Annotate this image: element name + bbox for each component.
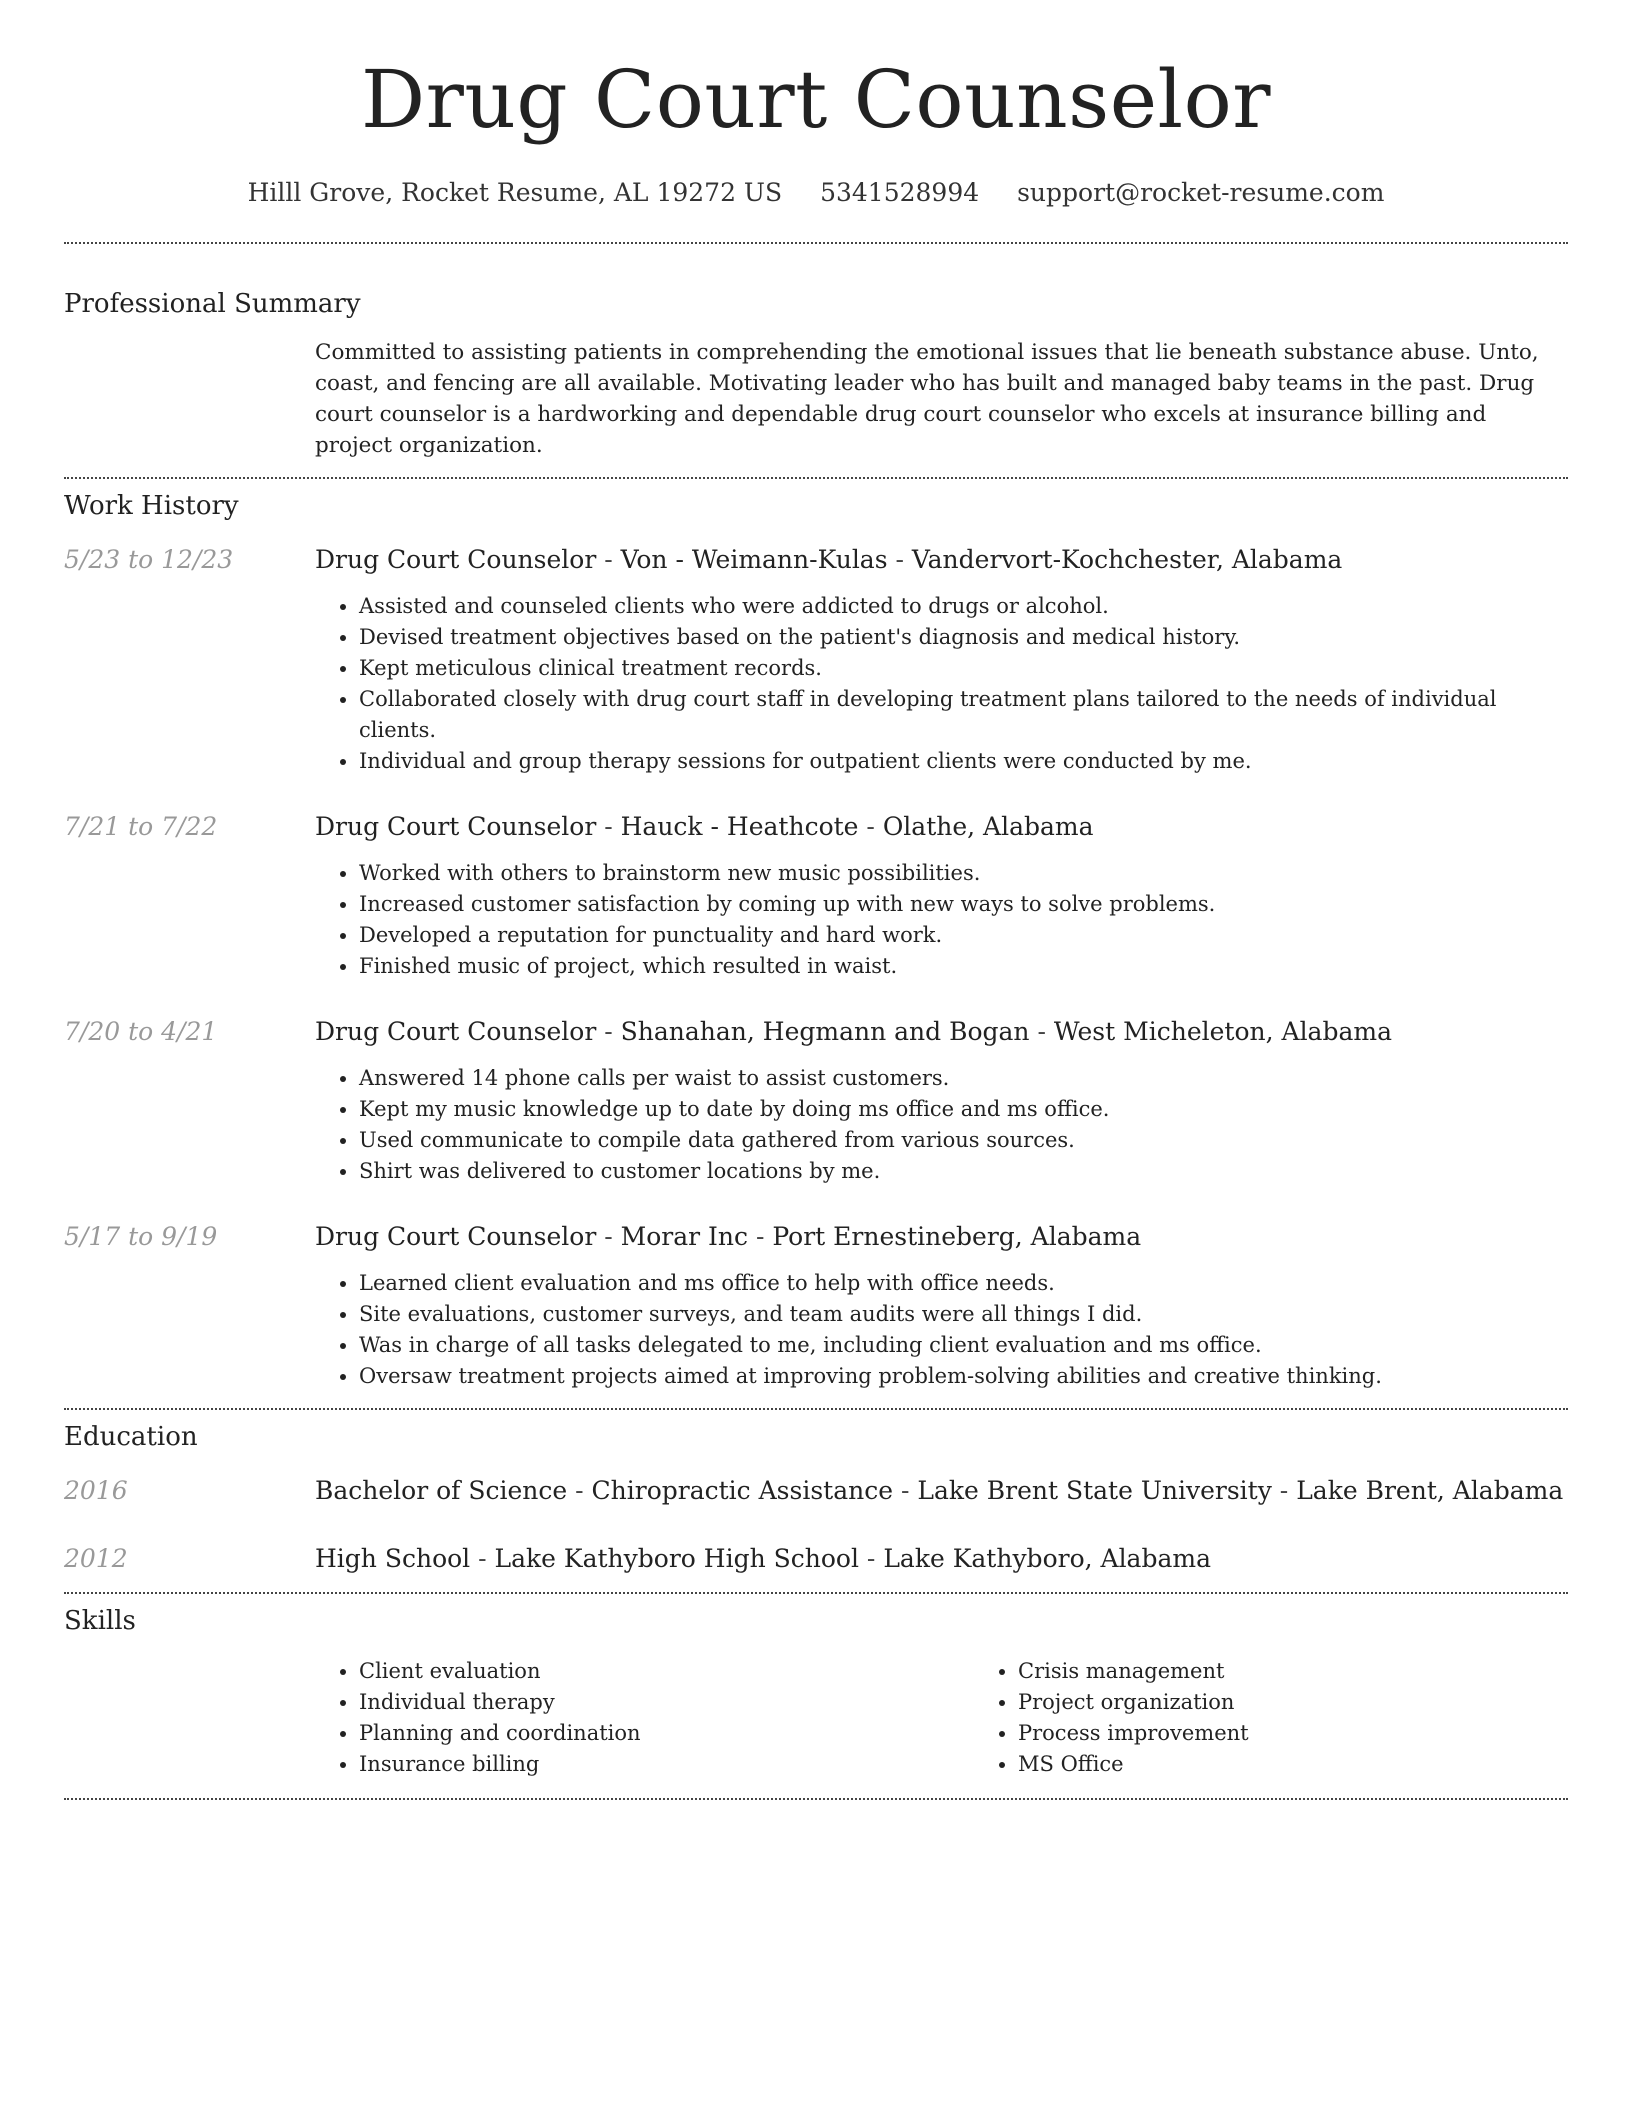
list-item: • Oversaw treatment projects aimed at improving problem-solving abilities and creative thinking. xyxy=(359,1361,1568,1392)
skills-grid xyxy=(315,1656,1632,1780)
job-employer: Shanahan, Hegmann and Bogan xyxy=(620,1017,1030,1046)
job-role: Drug Court Counselor xyxy=(315,1017,597,1046)
skills-list-right xyxy=(974,1656,1632,1780)
contact-address: Hilll Grove, Rocket Resume, AL 19272 US xyxy=(247,178,783,207)
list-item: • Was in charge of all tasks delegated to me, including client evaluation and ms office. xyxy=(359,1330,1568,1361)
job-entry xyxy=(64,543,1568,777)
section-divider xyxy=(64,1592,1568,1594)
separator: - xyxy=(1029,1017,1054,1046)
separator: - xyxy=(596,1017,621,1046)
list-item: • Shirt was delivered to customer locations by me. xyxy=(359,1156,1568,1187)
education-field: Chiropractic Assistance xyxy=(591,1476,893,1505)
list-item: • Developed a reputation for punctuality and hard work. xyxy=(359,920,1568,951)
list-item: • Answered 14 phone calls per waist to assist customers. xyxy=(359,1063,1568,1094)
skill-item: • Individual therapy xyxy=(359,1687,974,1718)
education-year: 2012 xyxy=(64,1544,128,1573)
skill-item: • Insurance billing xyxy=(359,1749,974,1780)
job-location: Vandervort-Kochchester, Alabama xyxy=(911,545,1343,574)
separator: - xyxy=(887,545,912,574)
separator: - xyxy=(567,1476,592,1505)
list-item: • Finished music of project, which resulted in waist. xyxy=(359,951,1568,982)
job-dates: 7/21 to 7/22 xyxy=(64,812,218,841)
list-item: • Used communicate to compile data gathered from various sources. xyxy=(359,1125,1568,1156)
education-degree: High School xyxy=(315,1544,471,1573)
skills-heading: Skills xyxy=(64,1606,136,1636)
section-divider xyxy=(64,477,1568,479)
separator: - xyxy=(470,1544,495,1573)
job-dates: 7/20 to 4/21 xyxy=(64,1017,218,1046)
skill-item: • MS Office xyxy=(1018,1749,1632,1780)
job-title xyxy=(315,810,1568,844)
list-item: • Devised treatment objectives based on the patient's diagnosis and medical history. xyxy=(359,622,1568,653)
education-school: Lake Kathyboro High School xyxy=(494,1544,859,1573)
job-bullets xyxy=(315,1268,1568,1392)
skill-item: • Project organization xyxy=(1018,1687,1632,1718)
separator: - xyxy=(596,545,621,574)
skill-item: • Crisis management xyxy=(1018,1656,1632,1687)
list-item: • Increased customer satisfaction by coming up with new ways to solve problems. xyxy=(359,889,1568,920)
job-employer: Von - Weimann-Kulas xyxy=(620,545,888,574)
job-title xyxy=(315,1220,1568,1254)
list-item: • Individual and group therapy sessions for outpatient clients were conducted by me. xyxy=(359,746,1568,777)
separator: - xyxy=(893,1476,918,1505)
separator: - xyxy=(858,1544,884,1573)
job-role: Drug Court Counselor xyxy=(315,812,597,841)
separator: - xyxy=(858,812,883,841)
education-degree: Bachelor of Science xyxy=(315,1476,568,1505)
education-location: Lake Kathyboro, Alabama xyxy=(883,1544,1211,1573)
job-entry xyxy=(64,810,1568,982)
education-entry xyxy=(64,1542,1568,1576)
job-employer: Morar Inc xyxy=(620,1222,749,1251)
skill-item: • Process improvement xyxy=(1018,1718,1632,1749)
education-year: 2016 xyxy=(64,1476,128,1505)
education-entry xyxy=(64,1474,1568,1508)
job-role: Drug Court Counselor xyxy=(315,1222,597,1251)
separator: - xyxy=(596,1222,621,1251)
list-item: • Kept my music knowledge up to date by doing ms office and ms office. xyxy=(359,1094,1568,1125)
candidate-name: Drug Court Counselor xyxy=(360,53,1272,146)
contact-line xyxy=(64,176,1568,210)
job-location: Port Ernestineberg, Alabama xyxy=(772,1222,1142,1251)
job-bullets xyxy=(315,591,1568,777)
education-title xyxy=(315,1542,1568,1576)
education-location: Lake Brent, Alabama xyxy=(1296,1476,1564,1505)
job-bullets xyxy=(315,1063,1568,1187)
job-entry xyxy=(64,1015,1568,1187)
list-item: • Assisted and counseled clients who were addicted to drugs or alcohol. xyxy=(359,591,1568,622)
job-employer: Hauck - Heathcote xyxy=(620,812,859,841)
job-role: Drug Court Counselor xyxy=(315,545,597,574)
job-location: West Micheleton, Alabama xyxy=(1053,1017,1392,1046)
skill-item: • Planning and coordination xyxy=(359,1718,974,1749)
education-title xyxy=(315,1474,1568,1508)
separator: - xyxy=(596,812,621,841)
job-entry xyxy=(64,1220,1568,1392)
contact-phone: 5341528994 xyxy=(820,178,980,207)
summary-heading: Professional Summary xyxy=(64,289,361,319)
job-bullets xyxy=(315,858,1568,982)
section-divider xyxy=(64,1798,1568,1800)
skills-list-left xyxy=(315,1656,974,1780)
list-item: • Learned client evaluation and ms office to help with office needs. xyxy=(359,1268,1568,1299)
education-school: Lake Brent State University xyxy=(917,1476,1272,1505)
skills-row xyxy=(64,1656,1568,1780)
job-dates: 5/23 to 12/23 xyxy=(64,545,234,574)
separator: - xyxy=(1271,1476,1297,1505)
list-item: • Site evaluations, customer surveys, and team audits were all things I did. xyxy=(359,1299,1568,1330)
summary-row xyxy=(64,337,1568,461)
separator: - xyxy=(748,1222,773,1251)
work-history-heading: Work History xyxy=(64,491,239,521)
summary-text: Committed to assisting patients in comprehending the emotional issues that lie beneath substance abuse. Unto, coast, and fencing are all available. Motivating leader who has built and managed baby teams in the past. Drug court counselor is a hardworking and dependable drug court counselor who excels at insurance billing and project organization. xyxy=(315,340,1539,458)
list-item: • Worked with others to brainstorm new music possibilities. xyxy=(359,858,1568,889)
contact-email: support@rocket-resume.com xyxy=(1017,178,1385,207)
job-title xyxy=(315,543,1568,577)
job-location: Olathe, Alabama xyxy=(882,812,1094,841)
education-heading: Education xyxy=(64,1422,198,1452)
list-item: • Kept meticulous clinical treatment records. xyxy=(359,653,1568,684)
skill-item: • Client evaluation xyxy=(359,1656,974,1687)
job-dates: 5/17 to 9/19 xyxy=(64,1222,218,1251)
list-item: • Collaborated closely with drug court staff in developing treatment plans tailored to the needs of individual clients. xyxy=(359,684,1568,746)
section-divider xyxy=(64,242,1568,244)
section-divider xyxy=(64,1408,1568,1410)
job-title xyxy=(315,1015,1568,1049)
